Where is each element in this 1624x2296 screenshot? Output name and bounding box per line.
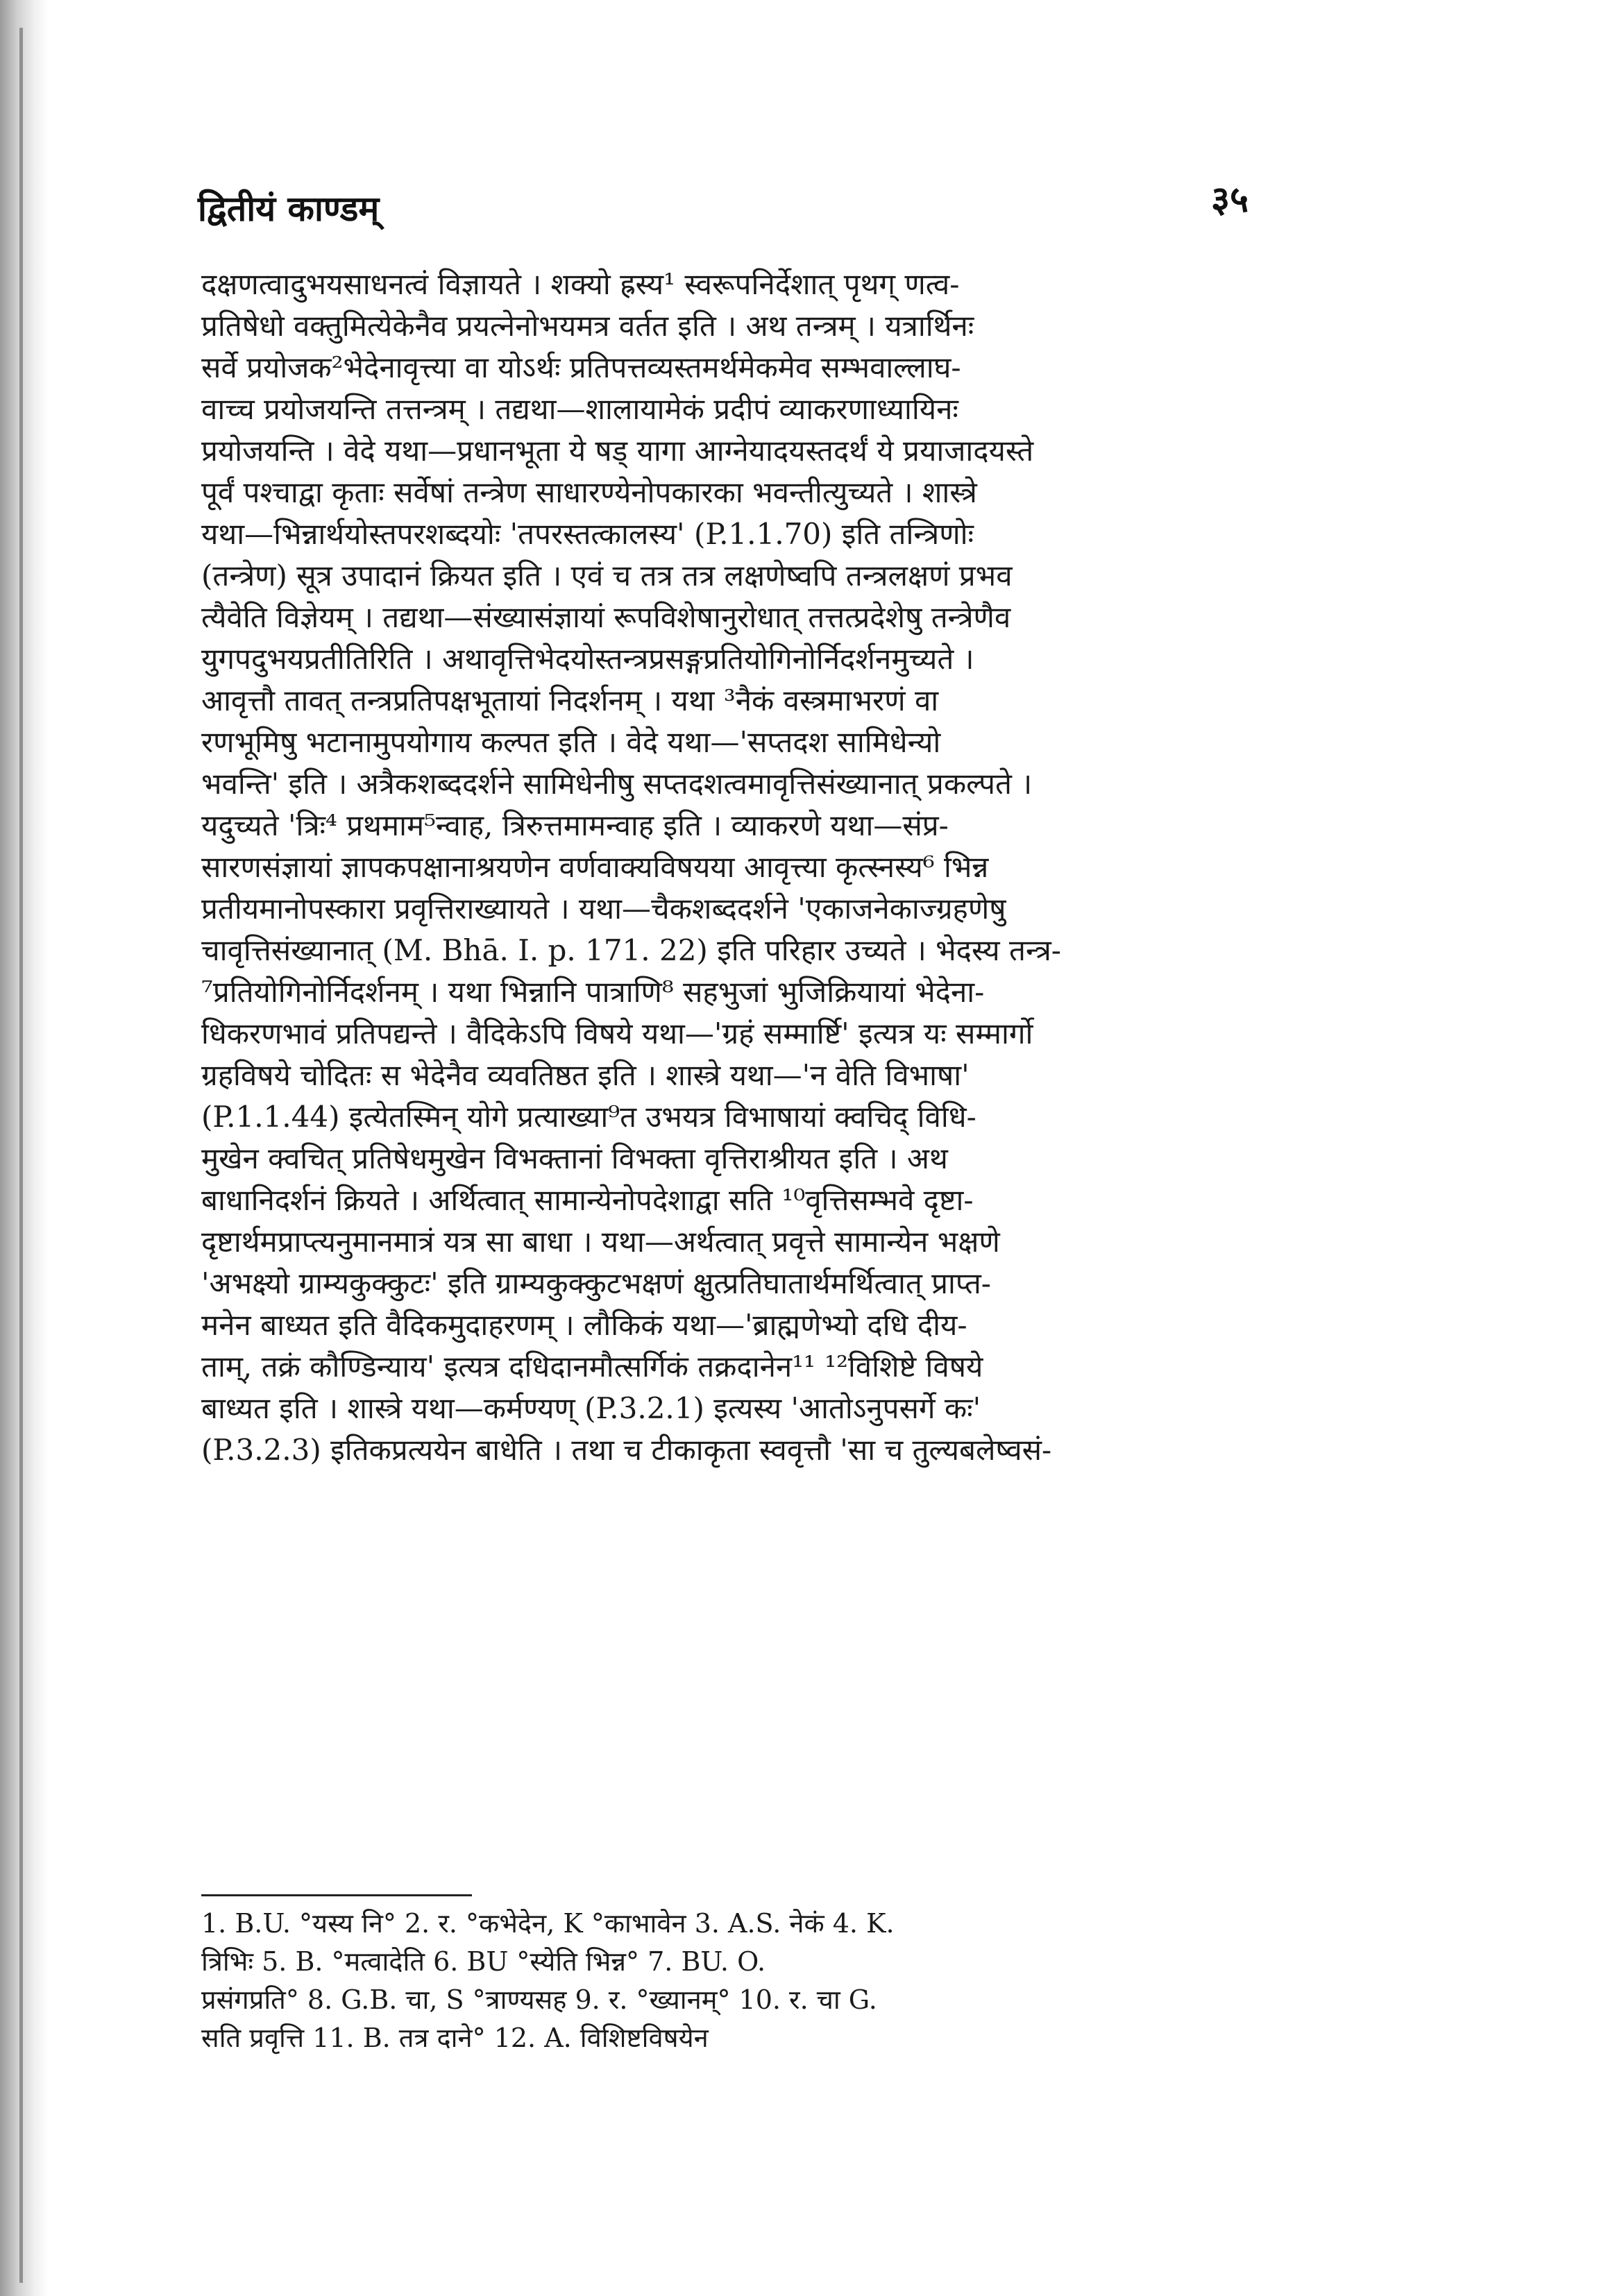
text-line: दृष्टार्थमप्राप्त्यनुमानमात्रं यत्र सा बाधा । यथा—अर्थत्वात् प्रवृत्ते सामान्येन भक्षणे xyxy=(201,1225,1000,1259)
footnote-line: त्रिभिः 5. B. °मत्वादेति 6. BU °स्येति भिन्न° 7. BU. O. xyxy=(201,1946,766,1977)
main-text xyxy=(201,264,1305,1471)
text-line: सर्वे प्रयोजक²भेदेनावृत्त्या वा योऽर्थः प्रतिपत्तव्यस्तमर्थमेकमेव सम्भवाल्लाघ- xyxy=(201,350,961,384)
text-line: यदुच्यते 'त्रिः⁴ प्रथमाम⁵न्वाह, त्रिरुत्तमामन्वाह इति । व्याकरणे यथा—संप्र- xyxy=(201,808,949,842)
page-title: द्वितीयं काण्डम् xyxy=(198,188,380,229)
text-line: रणभूमिषु भटानामुपयोगाय कल्पत इति । वेदे यथा—'सप्तदश सामिधेन्यो xyxy=(201,725,941,759)
page-number: ३५ xyxy=(1211,178,1249,221)
binding-edge xyxy=(19,28,23,2283)
footnote-line: 1. B.U. °यस्य नि° 2. र. °कभेदेन, K °काभावेन 3. A.S. नेकं 4. K. xyxy=(201,1908,895,1939)
text-line: यथा—भिन्नार्थयोस्तपरशब्दयोः 'तपरस्तत्कालस्य' (P.1.1.70) इति तन्त्रिणोः xyxy=(201,517,974,551)
text-line: भवन्ति' इति । अत्रैकशब्ददर्शने सामिधेनीषु सप्तदशत्वमावृत्तिसंख्यानात् प्रकल्पते । xyxy=(201,767,1033,801)
footnotes xyxy=(201,1905,1305,2057)
text-line: (P.3.2.3) इतिकप्रत्ययेन बाधेति । तथा च टीकाकृता स्ववृत्तौ 'सा च तुल्यबलेष्वसं- xyxy=(201,1433,1052,1467)
text-line: युगपदुभयप्रतीतिरिति । अथावृत्तिभेदयोस्तन्त्रप्रसङ्गप्रतियोगिनोर्निदर्शनमुच्यते । xyxy=(201,642,974,676)
text-line: (P.1.1.44) इत्येतस्मिन् योगे प्रत्याख्या⁹त उभयत्र विभाषायां क्वचिद् विधि- xyxy=(201,1100,976,1134)
footnote-line: सति प्रवृत्ति 11. B. तत्र दाने° 12. A. विशिष्टविषयेन xyxy=(201,2023,709,2053)
text-line: दक्षणत्वादुभयसाधनत्वं विज्ञायते । शक्यो ह्रस्य¹ स्वरूपनिर्देशात् पृथग् णत्व- xyxy=(201,267,960,301)
text-line: चावृत्तिसंख्यानात् (M. Bhā. I. p. 171. 22) इति परिहार उच्यते । भेदस्य तन्त्र- xyxy=(201,933,1061,967)
text-line: बाधानिदर्शनं क्रियते । अर्थित्वात् सामान्येनोपदेशाद्वा सति ¹⁰वृत्तिसम्भवे दृष्टा- xyxy=(201,1183,974,1217)
text-line: बाध्यत इति । शास्त्रे यथा—कर्मण्यण् (P.3.2.1) इत्यस्य 'आतोऽनुपसर्गे कः' xyxy=(201,1391,981,1425)
text-line: प्रतीयमानोपस्कारा प्रवृत्तिराख्यायते । यथा—चैकशब्ददर्शने 'एकाजनेकाज्ग्रहणेषु xyxy=(201,892,1006,926)
text-line: ⁷प्रतियोगिनोर्निदर्शनम् । यथा भिन्नानि पात्राणि⁸ सहभुजां भुजिक्रियायां भेदेना- xyxy=(201,975,985,1009)
text-line: वाच्च प्रयोजयन्ति तत्तन्त्रम् । तद्यथा—शालायामेकं प्रदीपं व्याकरणाध्यायिनः xyxy=(201,392,958,426)
text-line: ताम्, तक्रं कौण्डिन्याय' इत्यत्र दधिदानमौत्सर्गिकं तक्रदानेन¹¹ ¹²विशिष्टे विषये xyxy=(201,1350,983,1384)
text-line: पूर्वं पश्चाद्वा कृताः सर्वेषां तन्त्रेण साधारण्येनोपकारका भवन्तीत्युच्यते । शास्त्रे xyxy=(201,475,977,509)
binding-shadow xyxy=(0,0,49,2296)
text-line: त्यैवेति विज्ञेयम् । तद्यथा—संख्यासंज्ञायां रूपविशेषानुरोधात् तत्तत्प्रदेशेषु तन्त्रेणैव xyxy=(201,600,1011,634)
text-line: ग्रहविषये चोदितः स भेदेनैव व्यवतिष्ठत इति । शास्त्रे यथा—'न वेति विभाषा' xyxy=(201,1058,970,1092)
text-line: आवृत्तौ तावत् तन्त्रप्रतिपक्षभूतायां निदर्शनम् । यथा ³नैकं वस्त्रमाभरणं वा xyxy=(201,683,939,717)
text-line: धिकरणभावं प्रतिपद्यन्ते । वैदिकेऽपि विषये यथा—'ग्रहं सम्मार्ष्टि' इत्यत्र यः सम्मार्गो xyxy=(201,1017,1033,1051)
text-line: सारणसंज्ञायां ज्ञापकपक्षानाश्रयणेन वर्णवाक्यविषयया आवृत्त्या कृत्स्नस्य⁶ भिन्न xyxy=(201,850,989,884)
footnote-line: प्रसंगप्रति° 8. G.B. चा, S °त्राण्यसह 9. र. °ख्यानम्° 10. र. चा G. xyxy=(201,1984,877,2015)
text-line: (तन्त्रेण) सूत्र उपादानं क्रियत इति । एवं च तत्र तत्र लक्षणेष्वपि तन्त्रलक्षणं प्रभव xyxy=(201,559,1013,593)
text-line: मुखेन क्वचित् प्रतिषेधमुखेन विभक्तानां विभक्ता वृत्तिराश्रीयत इति । अथ xyxy=(201,1141,948,1175)
text-line: प्रयोजयन्ति । वेदे यथा—प्रधानभूता ये षड् यागा आग्नेयादयस्तदर्थं ये प्रयाजादयस्ते xyxy=(201,434,1034,468)
text-line: मनेन बाध्यत इति वैदिकमुदाहरणम् । लौकिकं यथा—'ब्राह्मणेभ्यो दधि दीय- xyxy=(201,1308,967,1342)
footnote-divider xyxy=(201,1894,472,1896)
text-line: 'अभक्ष्यो ग्राम्यकुक्कुटः' इति ग्राम्यकुक्कुटभक्षणं क्षुत्प्रतिघातार्थमर्थित्वात् प्राप्त- xyxy=(201,1266,991,1300)
text-line: प्रतिषेधो वक्तुमित्येकेनैव प्रयत्नेनोभयमत्र वर्तत इति । अथ तन्त्रम् । यत्रार्थिनः xyxy=(201,309,974,343)
